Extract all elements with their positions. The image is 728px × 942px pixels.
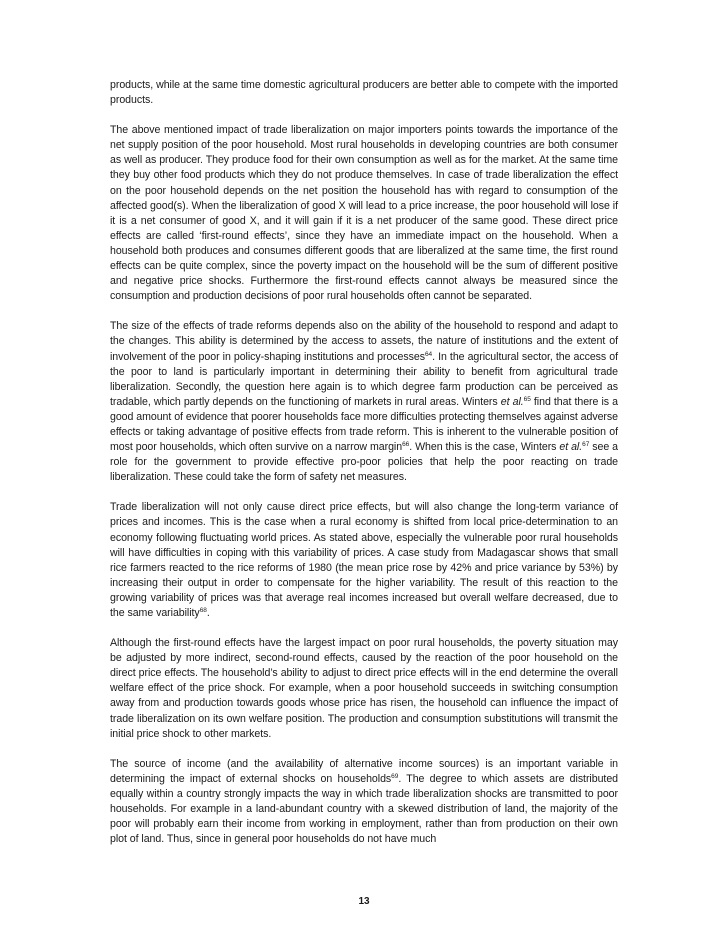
footnote-marker: 68	[199, 607, 207, 614]
paragraph-text: Although the first-round effects have the largest impact on poor rural households, the poverty situation may be adjusted by more indirect, second-round effects, caused by the reaction of the poor household on the direct price effects. The household’s ability to adjust to direct price effects will in the end determine the overall welfare effect of the price shock. For example, when a poor household succeeds in switching consumption away from and production towards goods whose price has risen, the household can influence the impact of trade liberalization on its own welfare position. The production and consumption substitutions will transmit the initial price shock to other markets.	[110, 637, 618, 740]
footnote-marker: 69	[391, 772, 399, 780]
footnote-marker: 67	[582, 441, 590, 449]
italic-text: et al.	[559, 441, 583, 454]
paragraph-text: . In the agricultural sector, the access of the poor to land is particularly important in determining their ability to benefit from agricultural trade liberalization. Secondly, the question here again is to which degree farm production can be perceived as tradable, which partly depends on the functioning of markets in rural areas. Winters	[110, 350, 619, 408]
paragraph-text: . The degree to which assets are distributed equally within a country strongly impacts the way in which trade liberalization shocks are transmitted to poor households. For example in a land-abundant country with a skewed distribution of land, the majority of the poor will probably earn their income from working in employment, rather than from production on their own plot of land. Thus, since in general poor households do not have much	[110, 772, 618, 846]
footnote-marker: 65	[523, 395, 531, 403]
paragraph-text: Trade liberalization will not only cause direct price effects, but will also change the long-term variance of prices and incomes. This is the case when a rural economy is shifted from local price-determination to an economy following fluctuating world prices. As stated above, especially the vulnerable poor rural households will have difficulties in coping with this variability of prices. A case study from Madagascar shows that small rice farmers reacted to the rice reforms of 1980 (the mean price rose by 42% and price variance by 53%) by increasing their output in order to compensate for the higher variability. The result of this reaction to the growing variability of prices was that average real incomes increased but overall welfare decreased, due to the same variability	[110, 501, 618, 619]
page-number: 13	[358, 896, 370, 907]
paragraph-text: find that there is a good amount of evidence that poorer households face more difficulties protecting themselves against adverse effects or taking advantage of positive effects from trade reform. This is inherent to the vulnerable position of most poor households, which often survive on a narrow margin	[110, 395, 618, 454]
paragraph	[110, 123, 618, 304]
paragraph	[110, 636, 618, 742]
paragraph-text: .	[206, 607, 210, 619]
paragraph-text: see a role for the government to provide effective pro-poor policies that help the poor reacting on trade liberalization. These could take the form of safety net measures.	[110, 441, 618, 484]
italic-text: et al.	[500, 395, 524, 408]
paragraph-text: The above mentioned impact of trade liberalization on major importers points towards the importance of the net supply position of the poor household. Most rural households in developing countries are both consumer as well as producer. They produce food for their own consumption as well as for the market. At the same time they buy other food products which they do not produce themselves. In case of trade liberalization the effect on the poor household depends on the net position the household has with regard to consumption of the affected good(s). When the liberalization of good X will lead to a price increase, the poor household will lose if it is a net consumer of good X, and it will gain if it is a net producer of the same good. These direct price effects are called ‘first-round effects’, since they have an immediate impact on the household. When a household both produces and consumes different goods that are liberalized at the same time, the first round effects can be quite complex, since the poverty impact on the household will be the sum of different positive and negative price shocks. Furthermore the first-round effects cannot always be measured since the consumption and production decisions of poor rural households often cannot be separated.	[110, 124, 618, 303]
footnote-marker: 64	[424, 350, 433, 358]
paragraph	[110, 500, 618, 621]
body-text	[110, 78, 618, 862]
paragraph	[110, 757, 618, 848]
paragraph-text: . When this is the case, Winters	[409, 441, 560, 454]
paragraph-text: The source of income (and the availability of alternative income sources) is an important variable in determining the impact of external shocks on households	[110, 757, 618, 785]
paragraph-text: The size of the effects of trade reforms depends also on the ability of the household to respond and adapt to the changes. This ability is determined by the access to assets, the nature of institutions and the extent of involvement of the poor in policy-shaping institutions and processes	[110, 320, 618, 363]
footnote-marker: 66	[402, 441, 410, 449]
paragraph	[110, 319, 618, 485]
paragraph-text: products, while at the same time domestic agricultural producers are better able to compete with the imported products.	[110, 79, 618, 107]
paragraph	[110, 78, 618, 108]
